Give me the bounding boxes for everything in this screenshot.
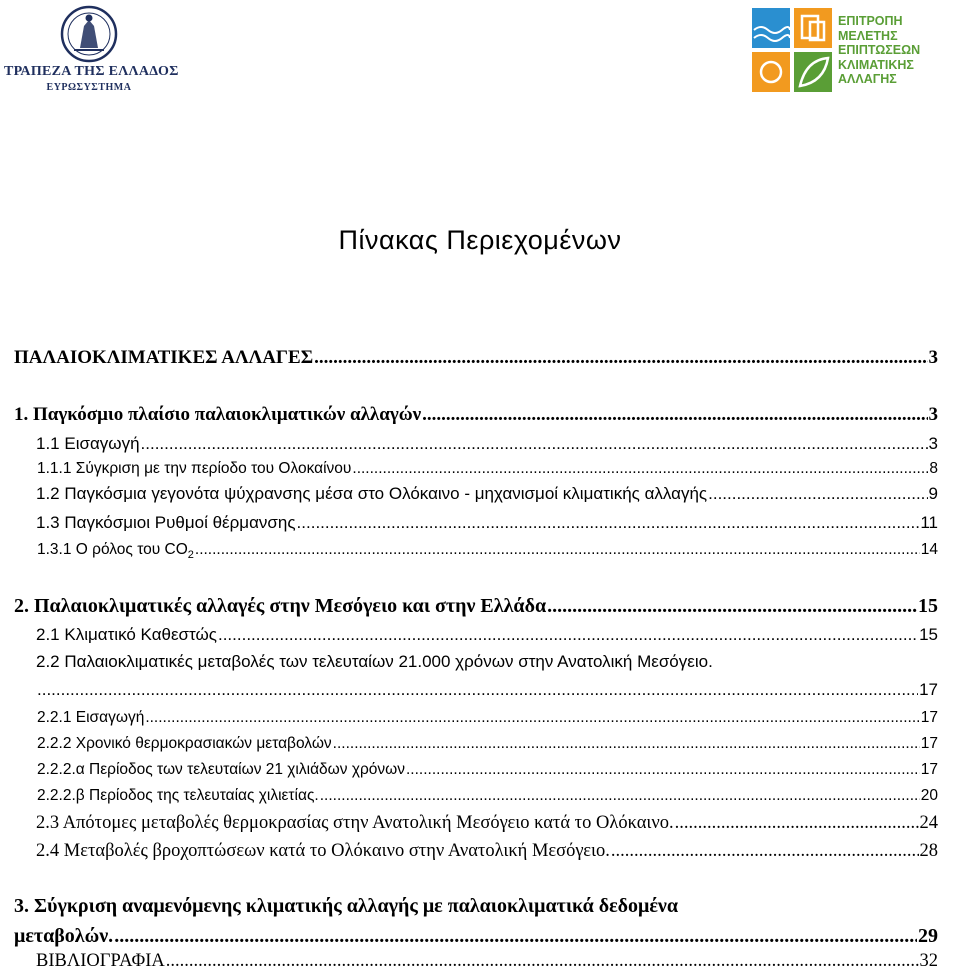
bank-subtitle: ΕΥΡΩΣΥΣΤΗΜΑ <box>46 82 132 93</box>
toc-entry-continuation[interactable]: ..... 17 <box>36 680 938 700</box>
toc-entry[interactable]: 1.1.1 Σύγκριση με την περίοδο του Ολοκαίνου ..... 8 <box>37 460 938 478</box>
toc-entry-continuation[interactable]: μεταβολών. ..... 29 <box>14 925 938 948</box>
toc-entry[interactable]: 2.2 Παλαιοκλιματικές μεταβολές των τελευταίων 21.000 χρόνων στην Ανατολική Μεσόγειο. <box>36 652 713 671</box>
toc-entry[interactable]: 2.2.2.α Περίοδος των τελευταίων 21 χιλιάδων χρόνων ..... 17 <box>37 761 938 779</box>
toc-entry[interactable]: 3. Σύγκριση αναμενόμενης κλιματικής αλλαγής με παλαιοκλιματικά δεδομένα <box>14 895 679 917</box>
climate-committee-logo <box>752 8 932 98</box>
toc-entry[interactable]: 2. Παλαιοκλιματικές αλλαγές στην Μεσόγειο και στην Ελλάδα ..... 15 <box>14 595 938 618</box>
toc-entry[interactable]: 2.2.1 Εισαγωγή ..... 17 <box>37 709 938 727</box>
toc-entry[interactable]: 1. Παγκόσμιο πλαίσιο παλαιοκλιματικών αλλαγών ..... 3 <box>14 404 938 426</box>
toc-title: Πίνακας Περιεχομένων <box>338 225 622 255</box>
toc-entry[interactable]: 2.3 Απότομες μεταβολές θερμοκρασίας στην Ανατολική Μεσόγειο κατά το Ολόκαινο. ..... 24 <box>36 813 938 834</box>
toc-entry[interactable]: 2.2.2 Χρονικό θερμοκρασιακών μεταβολών ..... 17 <box>37 735 938 753</box>
toc-entry[interactable]: 1.2 Παγκόσμια γεγονότα ψύχρανσης μέσα στο Ολόκαινο - μηχανισμοί κλιματικής αλλαγής ..... 9 <box>36 484 938 504</box>
toc-entry[interactable]: ΠΑΛΑΙΟΚΛΙΜΑΤΙΚΕΣ ΑΛΛΑΓΕΣ ..... 3 <box>14 347 938 369</box>
bank-seal-icon <box>56 4 122 64</box>
toc-entry[interactable]: 2.1 Κλιματικό Καθεστώς ..... 15 <box>36 625 938 645</box>
bank-name: ΤΡΑΠΕΖΑ ΤΗΣ ΕΛΛΑΔΟΣ <box>4 64 179 79</box>
toc-entry[interactable]: 1.3 Παγκόσμιοι Ρυθμοί θέρμανσης ..... 11 <box>36 513 938 533</box>
toc-entry[interactable]: 1.1 Εισαγωγή ..... 3 <box>36 434 938 454</box>
committee-name: ΕΠΙΤΡΟΠΗ ΜΕΛΕΤΗΣ ΕΠΙΠΤΩΣΕΩΝ ΚΛΙΜΑΤΙΚΗΣ ΑΛΛΑΓΗΣ <box>838 14 921 86</box>
toc-entry[interactable]: 1.3.1 Ο ρόλος του $CO_2$ ..... 14 <box>37 541 938 561</box>
committee-emblem-icon <box>752 8 832 92</box>
toc-entry[interactable]: ΒΙΒΛΙΟΓΡΑΦΙΑ ..... 32 <box>36 951 938 972</box>
bank-of-greece-logo <box>4 4 179 96</box>
toc-entry[interactable]: 2.2.2.β Περίοδος της τελευταίας χιλιετίας. ..... 20 <box>37 787 938 805</box>
toc-entry[interactable]: 2.4 Μεταβολές βροχοπτώσεων κατά το Ολόκαινο στην Ανατολική Μεσόγειο. ..... 28 <box>36 841 938 862</box>
